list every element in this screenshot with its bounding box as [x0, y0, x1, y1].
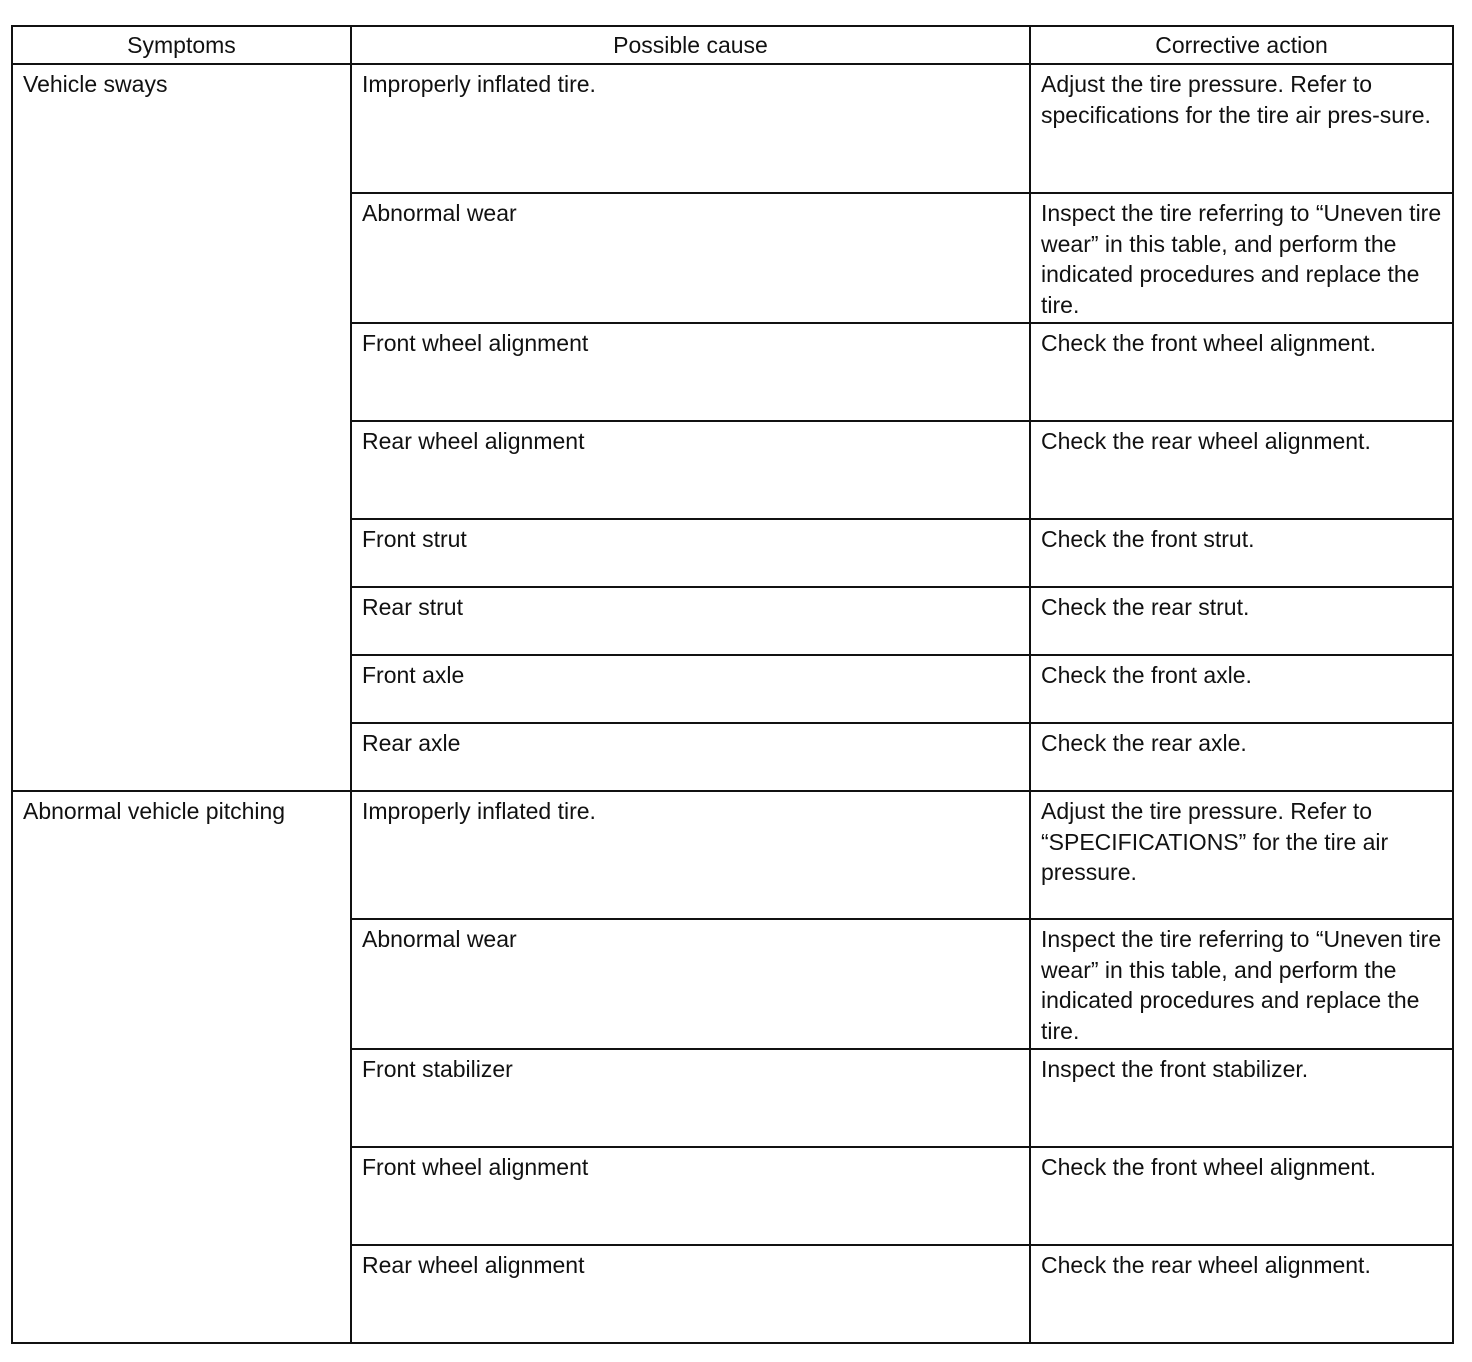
- action-cell: Inspect the tire referring to “Uneven tire wear” in this table, and perform the indicated procedures and replace the tire.: [1030, 193, 1453, 323]
- action-cell: Check the rear strut.: [1030, 587, 1453, 655]
- action-cell: Check the rear wheel alignment.: [1030, 1245, 1453, 1343]
- cause-cell: Front wheel alignment: [351, 323, 1030, 421]
- cause-cell: Front stabilizer: [351, 1049, 1030, 1147]
- action-cell: Adjust the tire pressure. Refer to specifications for the tire air pres-sure.: [1030, 64, 1453, 193]
- action-cell: Check the front wheel alignment.: [1030, 323, 1453, 421]
- symptom-cell: Abnormal vehicle pitching: [12, 791, 351, 1343]
- action-cell: Inspect the front stabilizer.: [1030, 1049, 1453, 1147]
- header-row: [12, 26, 1453, 64]
- symptom-cell: Vehicle sways: [12, 64, 351, 791]
- cause-cell: Front axle: [351, 655, 1030, 723]
- table-row: [12, 64, 1453, 193]
- header-possible-cause: Possible cause: [351, 26, 1030, 64]
- cause-cell: Front strut: [351, 519, 1030, 587]
- cause-cell: Abnormal wear: [351, 193, 1030, 323]
- action-cell: Inspect the tire referring to “Uneven tire wear” in this table, and perform the indicated procedures and replace the tire.: [1030, 919, 1453, 1049]
- cause-cell: Rear strut: [351, 587, 1030, 655]
- header-corrective-action: Corrective action: [1030, 26, 1453, 64]
- action-cell: Check the rear axle.: [1030, 723, 1453, 791]
- action-cell: Adjust the tire pressure. Refer to “SPECIFICATIONS” for the tire air pressure.: [1030, 791, 1453, 919]
- action-cell: Check the rear wheel alignment.: [1030, 421, 1453, 519]
- cause-cell: Rear wheel alignment: [351, 1245, 1030, 1343]
- cause-cell: Rear axle: [351, 723, 1030, 791]
- action-cell: Check the front wheel alignment.: [1030, 1147, 1453, 1245]
- header-symptoms: Symptoms: [12, 26, 351, 64]
- troubleshooting-table: [11, 25, 1454, 1344]
- table-row: [12, 791, 1453, 919]
- cause-cell: Front wheel alignment: [351, 1147, 1030, 1245]
- action-cell: Check the front strut.: [1030, 519, 1453, 587]
- cause-cell: Improperly inflated tire.: [351, 64, 1030, 193]
- action-cell: Check the front axle.: [1030, 655, 1453, 723]
- cause-cell: Abnormal wear: [351, 919, 1030, 1049]
- cause-cell: Rear wheel alignment: [351, 421, 1030, 519]
- cause-cell: Improperly inflated tire.: [351, 791, 1030, 919]
